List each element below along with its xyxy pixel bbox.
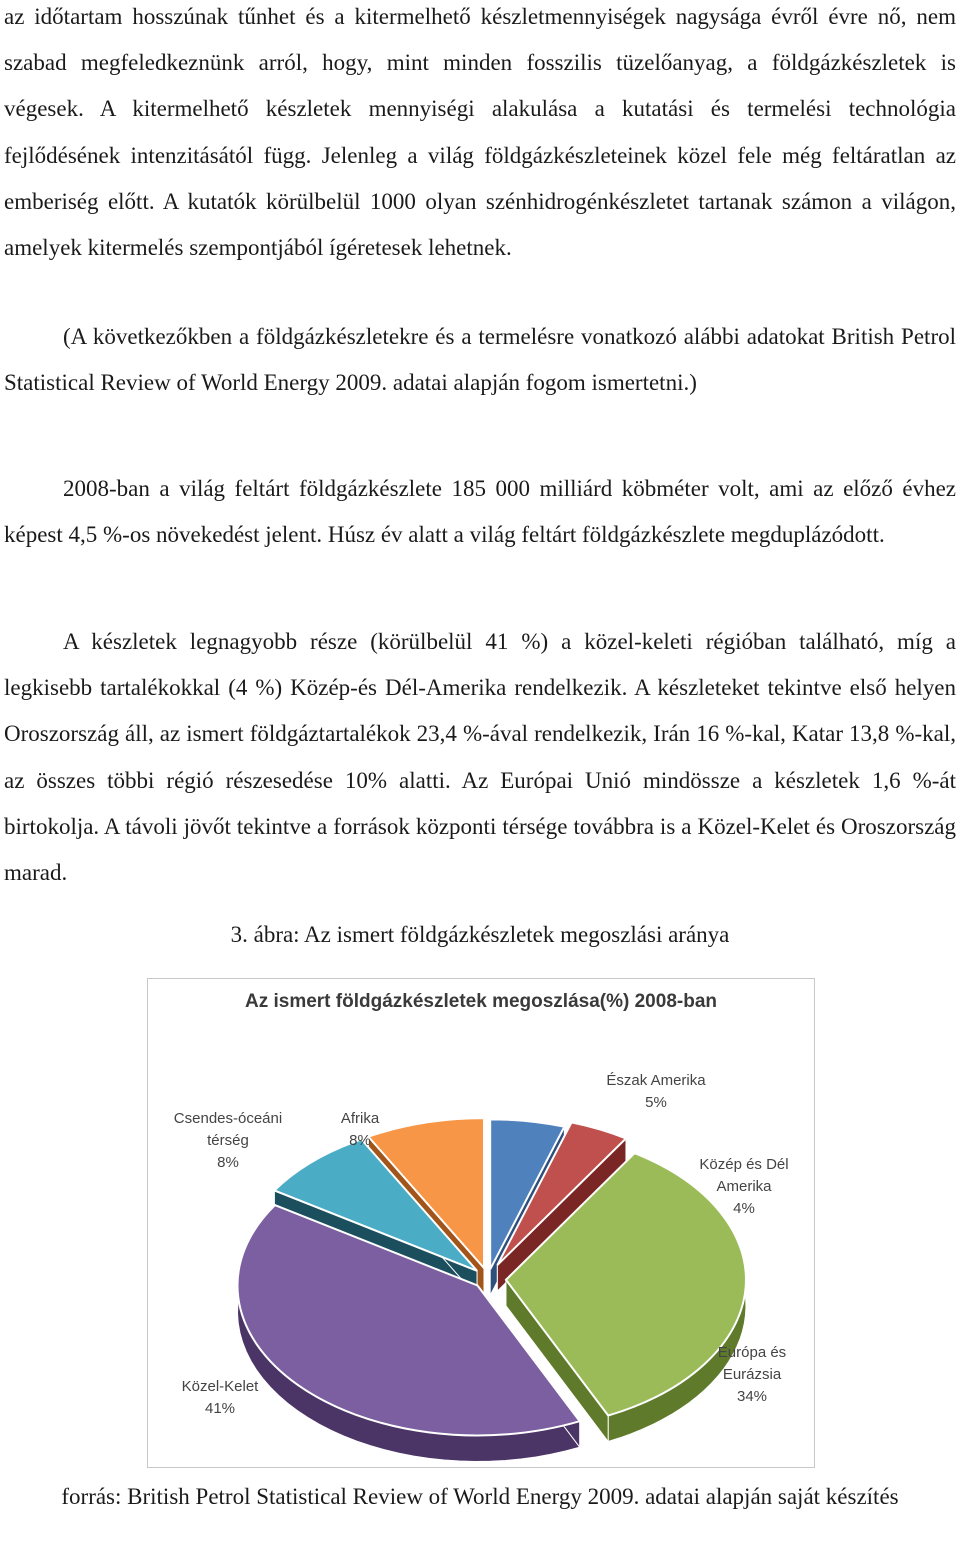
slice-name-label: Közép és Dél: [699, 1156, 789, 1173]
slice-name-label: Amerika: [716, 1178, 772, 1195]
pie-chart-svg: [148, 979, 814, 1467]
slice-name-label: Eurázsia: [722, 1366, 782, 1383]
slice-name-label: Észak Amerika: [606, 1072, 706, 1089]
paragraph-regional-share: A készletek legnagyobb része (körülbelül 41 %) a közel-keleti régióban található, míg a legkisebb tartalékokkal (4 %) Közép-és Dél-Amerika rendelkezik. A készleteket tekintve első helyen Oroszország áll, az ismert földgáztartalékok 23,4 %-ával rendelkezik, Irán 16 %-kal, Katar 13,8 %-kal, az összes többi régió részesedése 10% alatti. Az Európai Unió mindössze a készletek 1,6 %-át birtokolja. A távoli jövőt tekintve a források központi térsége továbbra is a Közel-Kelet és Oroszország marad.: [4, 629, 956, 886]
slice-value-label: 8%: [217, 1154, 239, 1171]
paragraph-reserves-2008: 2008-ban a világ feltárt földgázkészlete 185 000 milliárd köbméter volt, ami az előző évhez képest 4,5 %-os növekedést jelent. Húsz év alatt a világ feltárt földgázkészlete megduplázódott.: [4, 476, 956, 548]
slice-name-label: Afrika: [340, 1110, 380, 1127]
slice-name-label: Európa és: [717, 1344, 787, 1361]
slice-name-label: Közel-Kelet: [181, 1378, 259, 1395]
slice-value-label: 4%: [733, 1200, 755, 1217]
slice-value-label: 5%: [645, 1094, 667, 1111]
slice-value-label: 41%: [204, 1400, 236, 1417]
slice-name-label: térség: [207, 1132, 249, 1149]
slice-value-label: 8%: [349, 1132, 371, 1149]
slice-value-label: 34%: [736, 1388, 768, 1405]
slice-name-label: Csendes-óceáni: [173, 1110, 283, 1127]
source-note: forrás: British Petrol Statistical Review of World Energy 2009. adatai alapján saját készítés: [61, 1484, 899, 1509]
chart-title: Az ismert földgázkészletek megoszlása(%) 2008-ban: [244, 991, 717, 1012]
pie-chart: [147, 978, 815, 1468]
figure-caption: 3. ábra: Az ismert földgázkészletek megoszlási aránya: [230, 922, 730, 947]
paragraph-source-note: (A következőkben a földgázkészletekre és a termelésre vonatkozó alábbi adatokat British Petrol Statistical Review of World Energy 2009. adatai alapján fogom ismertetni.): [4, 324, 956, 396]
paragraph-intro: az időtartam hosszúnak tűnhet és a kitermelhető készletmennyiségek nagysága évről évre nő, nem szabad megfeledkeznünk arról, hogy, mint minden fosszilis tüzelőanyag, a földgázkészletek is végesek. A kitermelhető készletek mennyiségi alakulása a kutatási és termelési technológia fejlődésének intenzitásától függ. Jelenleg a világ földgázkészleteinek közel fele még feltáratlan az emberiség előtt. A kutatók körülbelül 1000 olyan szénhidrogénkészletet tartanak számon a világon, amelyek kitermelés szempontjából ígéretesek lehetnek.: [4, 4, 956, 261]
